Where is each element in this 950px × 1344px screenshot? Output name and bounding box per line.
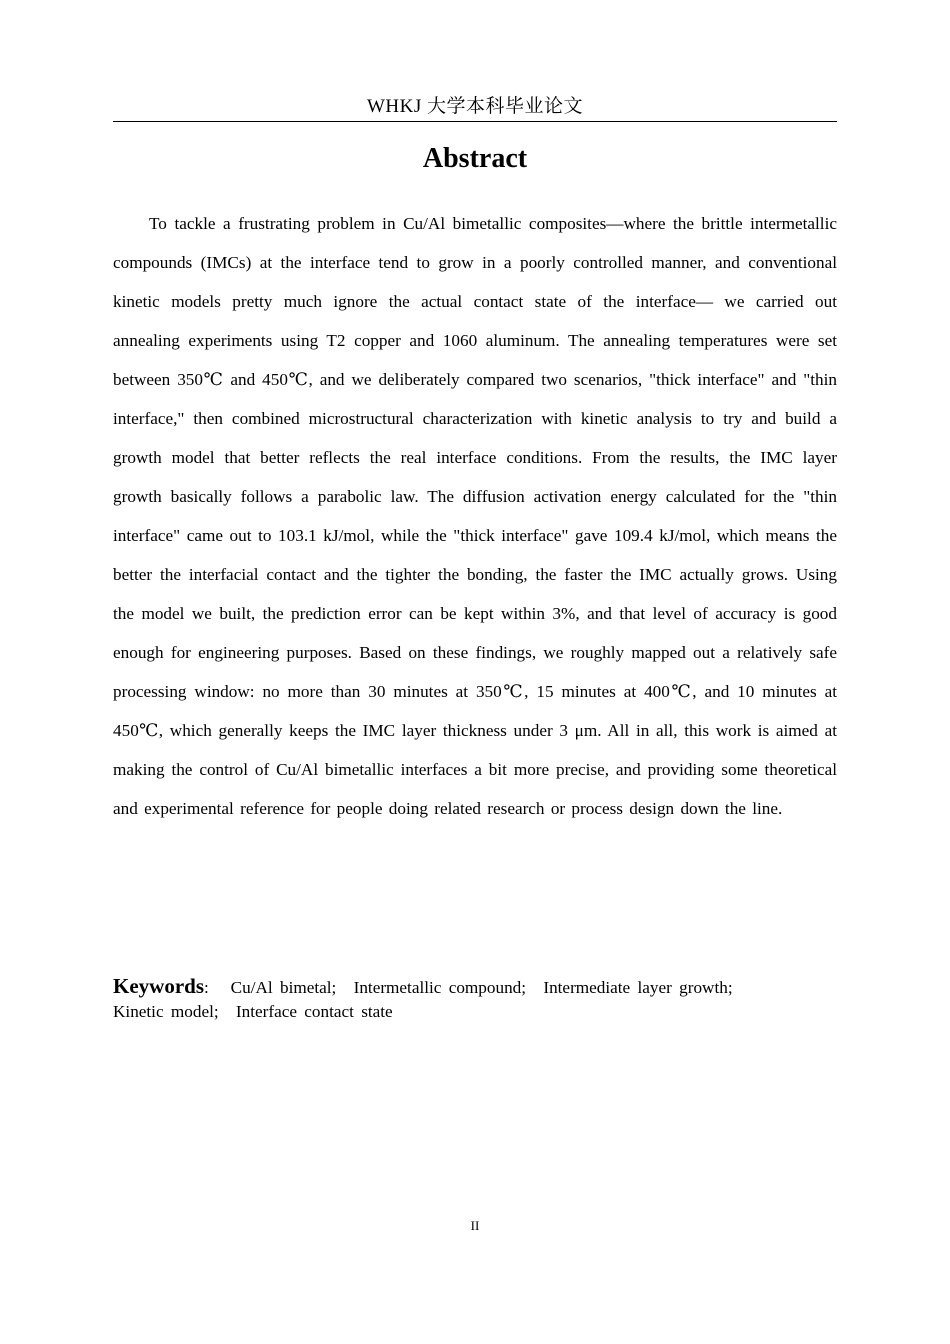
abstract-body: To tackle a frustrating problem in Cu/Al bimetallic composites—where the brittle intermetallic compounds (IMCs) at the interface tend to grow in a poorly controlled manner, and conventional kinetic models pretty much ignore the actual contact state of the interface— we carried out annealing experiments using T2 copper and 1060 aluminum. The annealing temperatures were set between 350℃ and 450℃, and we deliberately compared two scenarios, "thick interface" and "thin interface," then combined microstructural characterization with kinetic analysis to try and build a growth model that better reflects the real interface conditions. From the results, the IMC layer growth basically follows a parabolic law. The diffusion activation energy calculated for the "thin interface" came out to 103.1 kJ/mol, while the "thick interface" gave 109.4 kJ/mol, which means the better the interfacial contact and the tighter the bonding, the faster the IMC actually grows. Using the model we built, the prediction error can be kept within 3%, and that level of accuracy is good enough for engineering purposes. Based on these findings, we roughly mapped out a relatively safe processing window: no more than 30 minutes at 350℃, 15 minutes at 400℃, and 10 minutes at 450℃, which generally keeps the IMC layer thickness under 3 μm. All in all, this work is aimed at making the control of Cu/Al bimetallic interfaces a bit more precise, and providing some theoretical and experimental reference for people doing related research or process design down the line.: [113, 214, 837, 818]
keyword-item: Cu/Al bimetal;: [230, 978, 337, 997]
keyword-item: Intermediate layer growth;: [543, 978, 733, 997]
running-header: WHKJ 大学本科毕业论文: [366, 96, 584, 117]
keyword-item: Kinetic model;: [113, 1002, 219, 1021]
abstract-heading: Abstract: [422, 143, 528, 174]
page-number: II: [470, 1218, 480, 1233]
keywords-label: Keywords: [113, 974, 204, 998]
keywords-separator: :: [204, 978, 209, 997]
header-rule: [113, 121, 837, 122]
keywords-block: [113, 974, 837, 1024]
keyword-item: Interface contact state: [235, 1002, 393, 1021]
thesis-page: [113, 0, 837, 1344]
keyword-item: Intermetallic compound;: [353, 978, 527, 997]
